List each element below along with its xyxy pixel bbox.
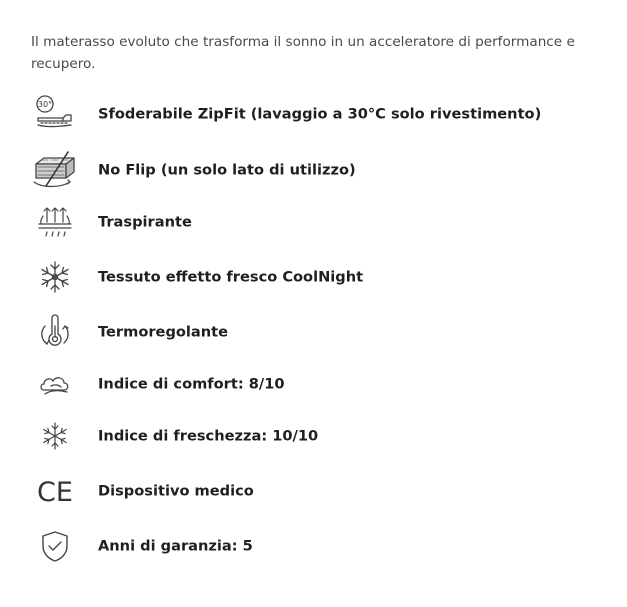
shield-check-icon [32,526,78,566]
feature-label: No Flip (un solo lato di utilizzo) [98,161,356,179]
no-flip-mattress-icon [32,150,78,190]
wash-temp-text: 30° [37,100,53,109]
feature-label: Termoregolante [98,323,229,341]
feature-breathable [0,200,627,244]
feature-warranty [0,524,627,568]
feature-freshness-index [0,414,627,458]
thermoregulation-icon [32,312,78,352]
feature-no-flip [0,148,627,192]
feature-label: Tessuto effetto fresco CoolNight [98,268,364,286]
feature-coolnight [0,255,627,299]
feature-label: Dispositivo medico [98,482,254,500]
feature-thermoregulating [0,310,627,354]
feature-label: Indice di comfort: 8/10 [98,375,285,393]
ce-mark-icon [32,471,78,511]
ce-mark-text: CE [37,477,73,508]
feature-label: Indice di freschezza: 10/10 [98,427,319,445]
intro-text: Il materasso evoluto che trasforma il sonno in un acceleratore di performance e recupero. [31,34,575,72]
snowflake-icon [32,257,78,297]
wash-30-icon [32,94,78,134]
breathable-icon [32,202,78,242]
feature-label: Sfoderabile ZipFit (lavaggio a 30°C solo rivestimento) [98,105,542,123]
comfort-cloud-icon [32,364,78,404]
feature-comfort-index [0,362,627,406]
feature-zipfit [0,92,627,136]
freshness-snowflake-icon [32,416,78,456]
feature-label: Anni di garanzia: 5 [98,537,253,555]
feature-medical-device [0,469,627,513]
feature-label: Traspirante [98,213,192,231]
